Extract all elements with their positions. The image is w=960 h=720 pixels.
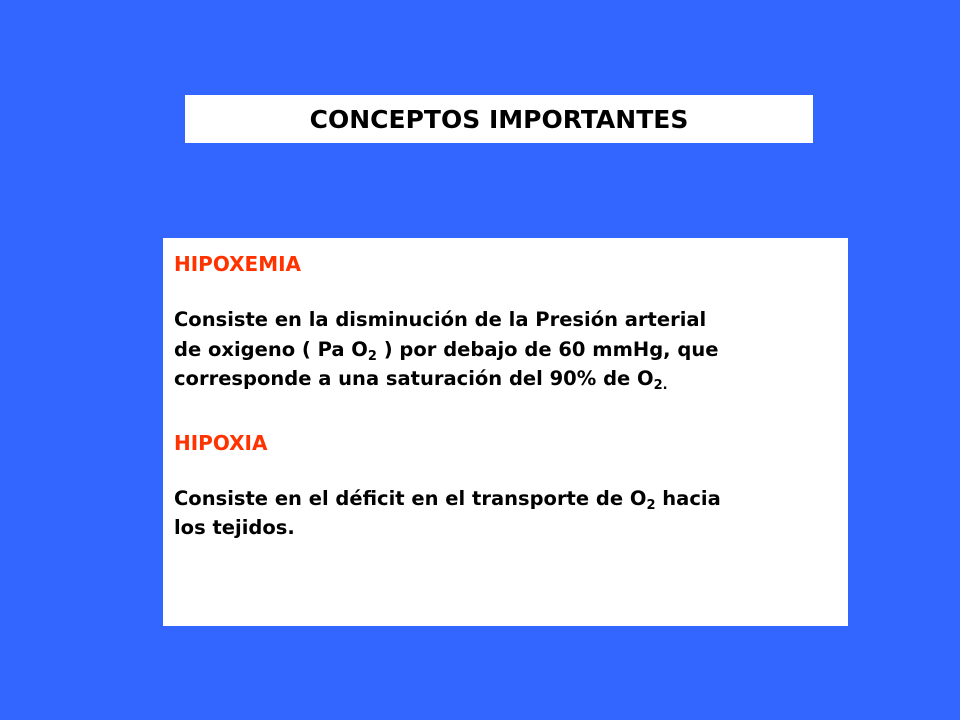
section-heading-hipoxia: HIPOXIA bbox=[174, 430, 268, 455]
text-line: Consiste en el déficit en el transporte de $O_2$ hacia bbox=[174, 486, 721, 513]
text-line: Consiste en la disminución de la Presión arterial bbox=[174, 308, 707, 331]
section-heading-hipoxemia: HIPOXEMIA bbox=[174, 252, 302, 276]
text-line: los tejidos. bbox=[174, 516, 295, 539]
title-box bbox=[185, 95, 813, 143]
text-line: de oxigeno ( Pa $O_2$ ) por debajo de 60 mmHg, que bbox=[174, 337, 719, 364]
section-text-hipoxemia bbox=[174, 305, 848, 394]
text-line: corresponde a una saturación del 90% de $O_{2.}$ bbox=[174, 367, 668, 393]
content-box bbox=[163, 238, 848, 626]
page-title: CONCEPTOS IMPORTANTES bbox=[309, 104, 689, 134]
section-text-hipoxia bbox=[174, 484, 848, 543]
